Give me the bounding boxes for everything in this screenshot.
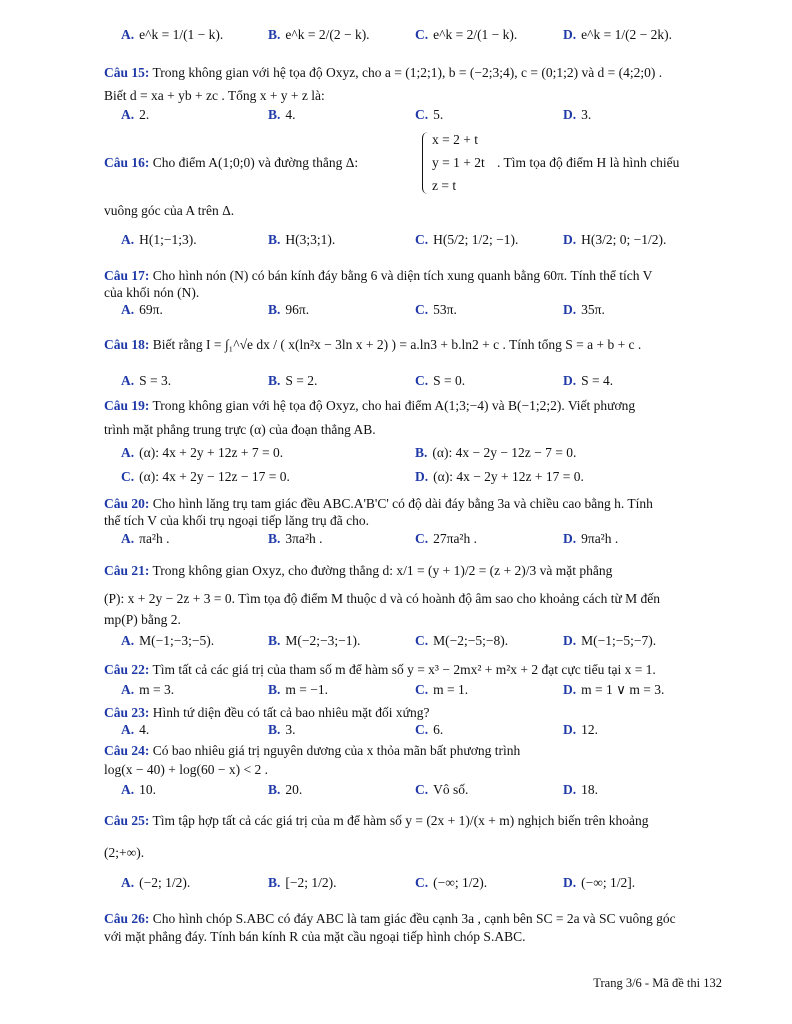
q15-option-c[interactable] <box>415 107 443 123</box>
q15-option-d[interactable] <box>563 107 591 123</box>
q16-option-c[interactable] <box>415 232 518 248</box>
q22-line-1 <box>104 662 656 678</box>
option-text: 4. <box>285 107 296 122</box>
option-letter: A. <box>121 782 135 797</box>
option-letter: C. <box>415 302 429 317</box>
q20-option-b[interactable] <box>268 531 323 547</box>
q23-option-d[interactable] <box>563 722 598 738</box>
option-text: 69π. <box>139 302 163 317</box>
q23-option-c[interactable] <box>415 722 443 738</box>
option-text: Vô số. <box>433 782 469 797</box>
q15-line-2: Biết d = xa + yb + zc . Tổng x + y + z là: <box>104 88 325 103</box>
option-letter: B. <box>268 107 281 122</box>
option-text: 12. <box>581 722 598 737</box>
option-text: 2. <box>139 107 150 122</box>
q16-system-brace <box>422 132 430 194</box>
option-text: 3. <box>581 107 592 122</box>
option-letter: A. <box>121 682 135 697</box>
question-label: Câu 21: <box>104 563 150 578</box>
option-letter: D. <box>563 107 577 122</box>
q25-option-c[interactable] <box>415 875 487 891</box>
option-letter: A. <box>121 302 135 317</box>
q19-option-b[interactable] <box>415 445 576 461</box>
q21-option-b[interactable] <box>268 633 360 649</box>
question-label: Câu 25: <box>104 813 150 828</box>
option-letter: D. <box>563 875 577 890</box>
q22-option-b[interactable] <box>268 682 328 698</box>
question-text: Tìm tập hợp tất cả các giá trị của m để hàm số y = (2x + 1)/(x + m) nghịch biến trên khoảng <box>152 813 649 828</box>
q25-option-b[interactable] <box>268 875 337 891</box>
page-footer: Trang 3/6 - Mã đề thi 132 <box>593 976 722 990</box>
option-text: H(3;3;1). <box>285 232 336 247</box>
option-text: [−2; 1/2). <box>285 875 337 890</box>
q18-line-1 <box>104 337 641 353</box>
option-letter: C. <box>415 232 429 247</box>
q24-line-1 <box>104 743 520 759</box>
q16-option-b[interactable] <box>268 232 335 248</box>
q21-line-3: mp(P) bằng 2. <box>104 612 181 627</box>
question-label: Câu 24: <box>104 743 150 758</box>
q17-line-1 <box>104 268 652 284</box>
q19-option-a[interactable] <box>121 445 283 461</box>
option-letter: B. <box>268 373 281 388</box>
q20-option-d[interactable] <box>563 531 618 547</box>
option-letter: B. <box>268 531 281 546</box>
option-letter: B. <box>268 232 281 247</box>
q14-option-b[interactable] <box>268 27 370 43</box>
option-letter: C. <box>415 531 429 546</box>
option-text: (α): 4x − 2y − 12z − 7 = 0. <box>432 445 577 460</box>
q18-option-c[interactable] <box>415 373 465 389</box>
option-letter: B. <box>268 722 281 737</box>
option-letter: C. <box>415 107 429 122</box>
q16-system-eq2: y = 1 + 2t <box>432 155 485 170</box>
q25-option-a[interactable] <box>121 875 190 891</box>
question-text: Cho hình chóp S.ABC có đáy ABC là tam giác đều cạnh 3a , cạnh bên SC = 2a và SC vuông góc <box>152 911 676 926</box>
q18-option-d[interactable] <box>563 373 613 389</box>
option-text: πa²h . <box>139 531 170 546</box>
option-text: 9πa²h . <box>581 531 619 546</box>
option-text: H(1;−1;3). <box>139 232 197 247</box>
option-text: H(3/2; 0; −1/2). <box>581 232 667 247</box>
question-text: Trong không gian Oxyz, cho đường thẳng d: x/1 = (y + 1)/2 = (z + 2)/3 và mặt phẳng <box>152 563 613 578</box>
question-text: Tìm tất cả các giá trị của tham số m để hàm số y = x³ − 2mx² + m²x + 2 đạt cực tiểu tại x = 1. <box>152 662 656 677</box>
option-text: 10. <box>139 782 156 797</box>
option-letter: C. <box>415 875 429 890</box>
q16-option-a[interactable] <box>121 232 197 248</box>
option-letter: D. <box>563 722 577 737</box>
q19-line-2: trình mặt phẳng trung trực (α) của đoạn thẳng AB. <box>104 422 376 437</box>
question-text: Biết rằng I = ∫₁^√e dx / ( x(ln²x − 3ln x + 2) ) = a.ln3 + b.ln2 + c . Tính tổng S = a + b + c . <box>152 337 642 352</box>
option-letter: B. <box>415 445 428 460</box>
q24-option-b[interactable] <box>268 782 302 798</box>
q17-line-2: của khối nón (N). <box>104 285 200 300</box>
q16-system-eq1: x = 2 + t <box>432 132 478 147</box>
q24-option-c[interactable] <box>415 782 468 798</box>
q23-line-1 <box>104 705 429 721</box>
option-text: S = 0. <box>433 373 466 388</box>
option-letter: B. <box>268 302 281 317</box>
option-text: S = 3. <box>139 373 172 388</box>
option-letter: D. <box>563 633 577 648</box>
option-letter: D. <box>563 531 577 546</box>
question-text: Trong không gian với hệ tọa độ Oxyz, cho hai điểm A(1;3;−4) và B(−1;2;2). Viết phương <box>152 398 636 413</box>
q25-line-2: (2;+∞). <box>104 845 145 860</box>
option-letter: C. <box>415 682 429 697</box>
q22-option-a[interactable] <box>121 682 174 698</box>
option-letter: A. <box>121 107 135 122</box>
question-label: Câu 23: <box>104 705 150 720</box>
question-label: Câu 17: <box>104 268 150 283</box>
option-text: (α): 4x + 2y − 12z − 17 = 0. <box>139 469 290 484</box>
q24-option-d[interactable] <box>563 782 598 798</box>
option-text: 27πa²h . <box>433 531 477 546</box>
option-letter: D. <box>563 682 577 697</box>
option-letter: A. <box>121 373 135 388</box>
option-text: 20. <box>285 782 303 797</box>
question-label: Câu 26: <box>104 911 150 926</box>
question-text: Cho hình nón (N) có bán kính đáy bằng 6 và diện tích xung quanh bằng 60π. Tính thể tích V <box>152 268 653 283</box>
option-text: (−2; 1/2). <box>139 875 191 890</box>
q19-line-1 <box>104 398 635 414</box>
q14-option-d[interactable] <box>563 27 672 43</box>
question-text: Có bao nhiêu giá trị nguyên dương của x thỏa mãn bất phương trình <box>152 743 521 758</box>
q20-line-2: thể tích V của khối trụ ngoại tiếp lăng trụ đã cho. <box>104 513 369 528</box>
option-text: (−∞; 1/2]. <box>581 875 636 890</box>
question-label: Câu 15: <box>104 65 150 80</box>
q24-option-a[interactable] <box>121 782 156 798</box>
question-label: Câu 18: <box>104 337 150 352</box>
q18-option-a[interactable] <box>121 373 171 389</box>
q21-line-2: (P): x + 2y − 2z + 3 = 0. Tìm tọa độ điểm M thuộc d và có hoành độ âm sao cho khoảng cách từ M đến <box>104 591 661 606</box>
option-letter: A. <box>121 27 135 42</box>
option-letter: B. <box>268 633 281 648</box>
option-letter: B. <box>268 875 281 890</box>
q16-option-d[interactable] <box>563 232 666 248</box>
option-text: e^k = 1/(1 − k). <box>139 27 224 42</box>
question-text: Hình tứ diện đều có tất cả bao nhiêu mặt đối xứng? <box>152 705 430 720</box>
q16-line-1-end: . Tìm tọa độ điểm H là hình chiếu <box>497 155 680 170</box>
option-letter: B. <box>268 682 281 697</box>
option-letter: A. <box>121 722 135 737</box>
option-text: 53π. <box>433 302 457 317</box>
option-text: M(−1;−3;−5). <box>139 633 215 648</box>
q14-option-a[interactable] <box>121 27 223 43</box>
question-label: Câu 22: <box>104 662 150 677</box>
q26-line-1 <box>104 911 676 927</box>
option-letter: C. <box>121 469 135 484</box>
option-text: M(−2;−5;−8). <box>433 633 509 648</box>
option-text: (α): 4x − 2y + 12z + 17 = 0. <box>433 469 584 484</box>
option-text: m = 1. <box>433 682 469 697</box>
q20-line-1 <box>104 496 653 512</box>
option-text: 4. <box>139 722 150 737</box>
q19-option-c[interactable] <box>121 469 290 485</box>
option-text: 6. <box>433 722 444 737</box>
option-text: H(5/2; 1/2; −1). <box>433 232 519 247</box>
option-letter: A. <box>121 633 135 648</box>
option-letter: C. <box>415 27 429 42</box>
question-text: Cho điểm A(1;0;0) và đường thẳng Δ: <box>152 155 359 170</box>
q16-line-2: vuông góc của A trên Δ. <box>104 203 235 218</box>
q15-option-b[interactable] <box>268 107 296 123</box>
option-text: (−∞; 1/2). <box>433 875 488 890</box>
option-letter: D. <box>563 782 577 797</box>
q16-line-1 <box>104 155 358 171</box>
q18-option-b[interactable] <box>268 373 317 389</box>
option-text: m = 3. <box>139 682 175 697</box>
q22-option-c[interactable] <box>415 682 468 698</box>
option-letter: D. <box>563 302 577 317</box>
option-text: 3. <box>285 722 296 737</box>
option-text: M(−1;−5;−7). <box>581 633 657 648</box>
q15-option-a[interactable] <box>121 107 149 123</box>
q23-option-a[interactable] <box>121 722 149 738</box>
q20-option-c[interactable] <box>415 531 477 547</box>
option-text: 3πa²h . <box>285 531 323 546</box>
q21-option-c[interactable] <box>415 633 508 649</box>
question-label: Câu 20: <box>104 496 150 511</box>
option-letter: A. <box>121 875 135 890</box>
q14-option-c[interactable] <box>415 27 517 43</box>
q22-option-d[interactable] <box>563 682 664 698</box>
option-text: 5. <box>433 107 444 122</box>
option-letter: A. <box>121 531 135 546</box>
q15-line-1 <box>104 65 662 81</box>
option-text: (α): 4x + 2y + 12z + 7 = 0. <box>139 445 284 460</box>
option-text: 18. <box>581 782 598 797</box>
q23-option-b[interactable] <box>268 722 296 738</box>
q20-option-a[interactable] <box>121 531 169 547</box>
q17-option-d[interactable] <box>563 302 605 318</box>
q19-option-d[interactable] <box>415 469 584 485</box>
option-letter: C. <box>415 782 429 797</box>
q26-line-2: với mặt phẳng đáy. Tính bán kính R của mặt cầu ngoại tiếp hình chóp S.ABC. <box>104 929 526 944</box>
question-text: Trong không gian với hệ tọa độ Oxyz, cho a = (1;2;1), b = (−2;3;4), c = (0;1;2) và d = (4;2;0) . <box>152 65 663 80</box>
option-text: e^k = 2/(1 − k). <box>433 27 518 42</box>
option-text: e^k = 2/(2 − k). <box>285 27 370 42</box>
option-letter: D. <box>563 27 577 42</box>
q21-line-1 <box>104 563 612 579</box>
question-label: Câu 19: <box>104 398 150 413</box>
q24-line-2: log(x − 40) + log(60 − x) < 2 . <box>104 762 268 777</box>
option-text: m = −1. <box>285 682 328 697</box>
option-text: S = 4. <box>581 373 614 388</box>
option-letter: A. <box>121 232 135 247</box>
q21-option-d[interactable] <box>563 633 656 649</box>
option-text: M(−2;−3;−1). <box>285 633 361 648</box>
q17-option-b[interactable] <box>268 302 309 318</box>
option-letter: A. <box>121 445 135 460</box>
q16-system-eq3: z = t <box>432 178 457 193</box>
option-letter: C. <box>415 722 429 737</box>
option-letter: B. <box>268 782 281 797</box>
option-text: 35π. <box>581 302 605 317</box>
option-text: e^k = 1/(2 − 2k). <box>581 27 673 42</box>
question-text: Cho hình lăng trụ tam giác đều ABC.A'B'C' có độ dài đáy bằng 3a và chiều cao bằng h. Tính <box>152 496 653 511</box>
option-letter: C. <box>415 633 429 648</box>
option-letter: D. <box>563 373 577 388</box>
option-letter: C. <box>415 373 429 388</box>
option-letter: D. <box>415 469 429 484</box>
q25-option-d[interactable] <box>563 875 635 891</box>
q17-option-a[interactable] <box>121 302 163 318</box>
q17-option-c[interactable] <box>415 302 457 318</box>
q25-line-1 <box>104 813 649 829</box>
option-letter: D. <box>563 232 577 247</box>
option-text: 96π. <box>285 302 310 317</box>
question-label: Câu 16: <box>104 155 150 170</box>
option-text: S = 2. <box>285 373 318 388</box>
option-letter: B. <box>268 27 281 42</box>
option-text: m = 1 ∨ m = 3. <box>581 682 665 697</box>
q21-option-a[interactable] <box>121 633 214 649</box>
